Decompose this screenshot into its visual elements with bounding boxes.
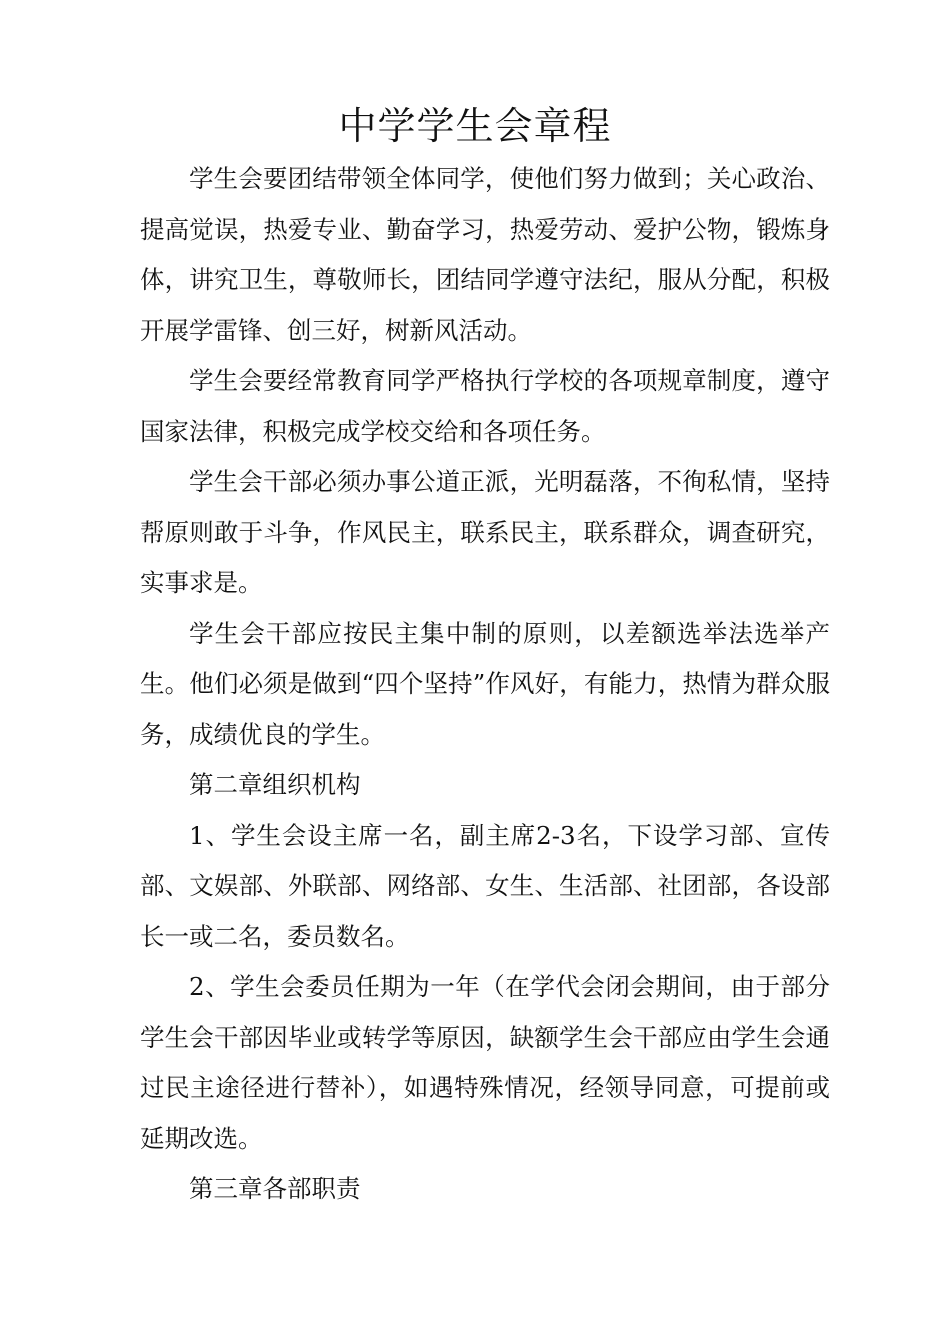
paragraph-rules-education: 学生会要经常教育同学严格执行学校的各项规章制度，遵守国家法律，积极完成学校交给和各项任务。 (140, 366, 830, 446)
document-title: 中学学生会章程 (338, 104, 612, 148)
paragraph-organization-structure: 1、学生会设主席一名，副主席2-3名，下设学习部、宣传部、文娱部、外联部、网络部、女生、生活部、社团部，各设部长一或二名，委员数名。 (140, 820, 830, 951)
document-body (140, 154, 830, 1215)
chapter-heading-duties: 第三章各部职责 (189, 1174, 361, 1203)
paragraph-cadre-election: 学生会干部应按民主集中制的原则，以差额选举法选举产生。他们必须是做到“四个坚持”作风好，有能力，热情为群众服务，成绩优良的学生。 (140, 618, 830, 749)
paragraph-student-union-goals: 学生会要团结带领全体同学，使他们努力做到；关心政治、提高觉误，热爱专业、勤奋学习，热爱劳动、爱护公物，锻炼身体，讲究卫生，尊敬师长，团结同学遵守法纪，服从分配，积极开展学雷锋、创三好，树新风活动。 (140, 164, 830, 345)
paragraph-cadre-conduct: 学生会干部必须办事公道正派，光明磊落，不徇私情，坚持帮原则敢于斗争，作风民主，联系民主，联系群众，调查研究，实事求是。 (140, 467, 830, 597)
chapter-heading-organization: 第二章组织机构 (189, 770, 361, 799)
paragraph-term-of-office: 2、学生会委员任期为一年（在学代会闭会期间，由于部分学生会干部因毕业或转学等原因，缺额学生会干部应由学生会通过民主途径进行替补），如遇特殊情况，经领导同意，可提前或延期改选。 (140, 972, 830, 1153)
